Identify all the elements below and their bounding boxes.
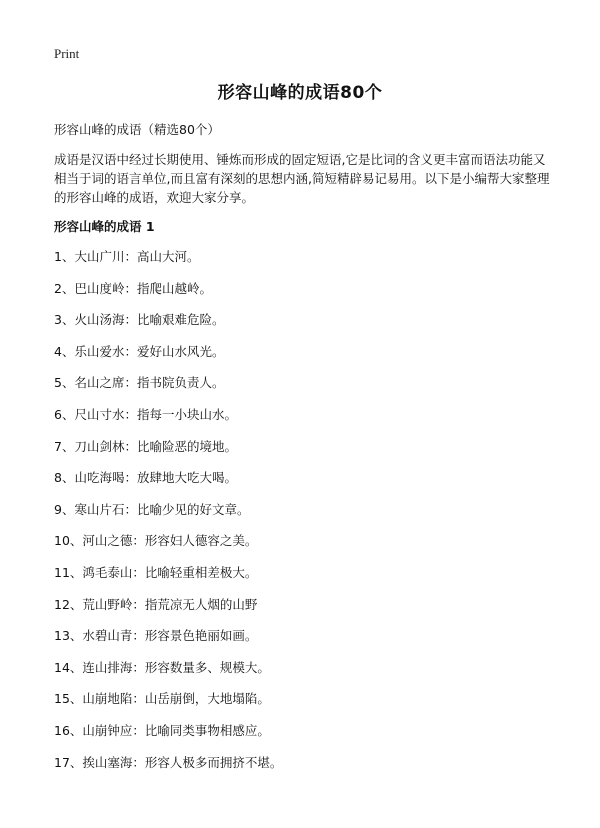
page-title: 形容山峰的成语80个 (217, 83, 383, 103)
list-item: 5、名山之席：指书院负责人。 (54, 375, 225, 391)
list-item: 8、山吃海喝：放肆地大吃大喝。 (54, 470, 237, 486)
list-item: 17、挨山塞海：形容人极多而拥挤不堪。 (54, 754, 283, 770)
list-item: 1、大山广川：高山大河。 (54, 249, 200, 264)
list-item: 4、乐山爱水：爱好山水风光。 (54, 343, 225, 359)
list-item: 15、山崩地陷：山岳崩倒，大地塌陷。 (54, 691, 270, 707)
list-item: 9、寒山片石：比喻少见的好文章。 (54, 501, 250, 517)
list-item: 12、荒山野岭：指荒凉无人烟的山野 (54, 596, 258, 612)
intro-paragraph: 成语是汉语中经过长期使用、锤炼而形成的固定短语,它是比词的含义更丰富而语法功能又相当于词的语言单位,而且富有深刻的思想内涵,简短精辟易记易用。以下是小编帮大家整理的形容山峰的成语，欢迎大家分享。 (54, 152, 550, 205)
list-item: 3、火山汤海：比喻艰难危险。 (54, 312, 225, 328)
section-heading: 形容山峰的成语 1 (54, 219, 155, 234)
list-item: 7、刀山剑林：比喻险恶的境地。 (54, 438, 237, 454)
idiom-list (54, 248, 554, 785)
document-subtitle: 形容山峰的成语（精选80个） (54, 122, 220, 137)
list-item: 2、巴山度岭：指爬山越岭。 (54, 280, 212, 296)
print-link[interactable]: Print (54, 46, 80, 61)
list-item: 13、水碧山青：形容景色艳丽如画。 (54, 628, 258, 644)
list-item: 14、连山排海：形容数量多、规模大。 (54, 659, 270, 675)
list-item: 6、尺山寸水：指每一小块山水。 (54, 406, 237, 422)
list-item: 16、山崩钟应：比喻同类事物相感应。 (54, 722, 270, 738)
list-item: 11、鸿毛泰山：比喻轻重相差极大。 (54, 564, 258, 580)
list-item: 10、河山之德：形容妇人德容之美。 (54, 533, 258, 549)
